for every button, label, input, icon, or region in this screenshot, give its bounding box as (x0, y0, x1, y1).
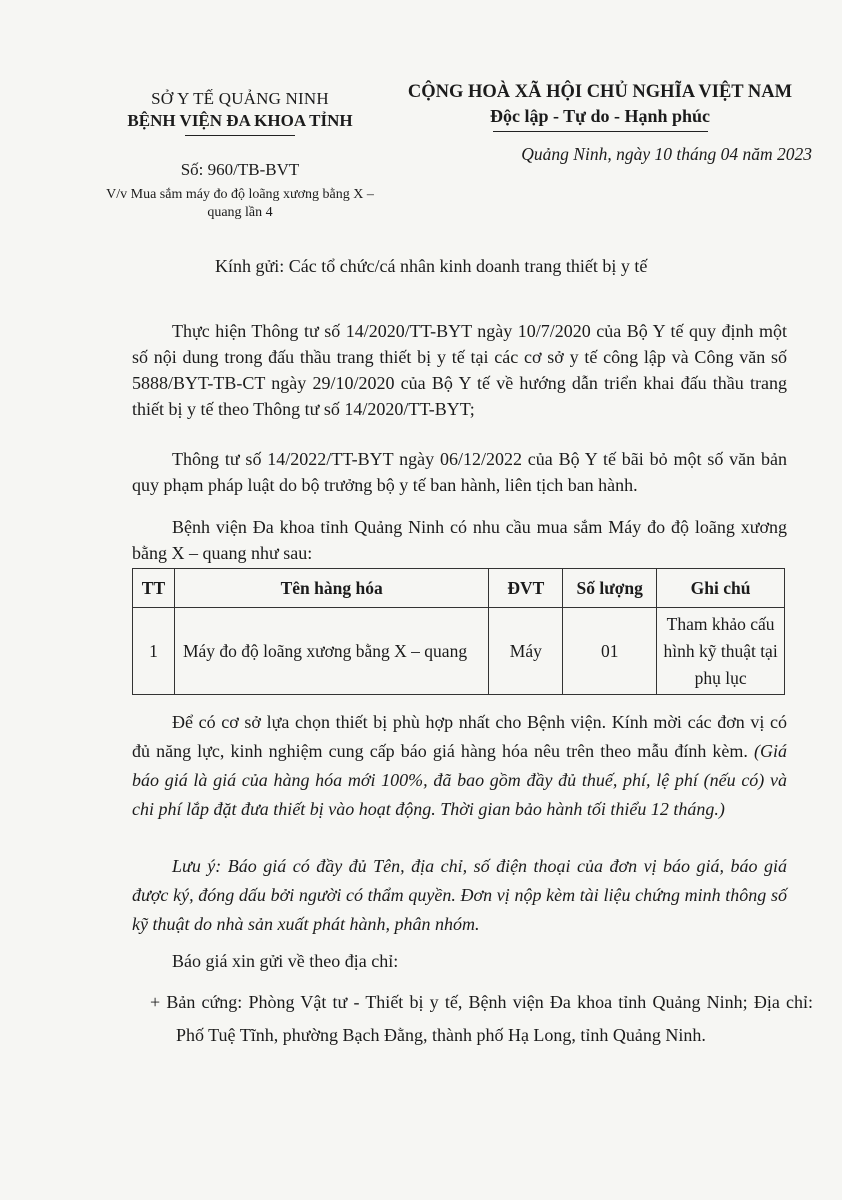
paragraph-note: Lưu ý: Báo giá có đầy đủ Tên, địa chỉ, số điện thoại của đơn vị báo giá, báo giá được ký, đóng dấu bởi người có thẩm quyền. Đơn vị nộp kèm tài liệu chứng minh thông số kỹ thuật do nhà sản xuất phát hành, phân nhóm. (132, 856, 787, 934)
paragraph-legal-basis-1: Thực hiện Thông tư số 14/2020/TT-BYT ngày 10/7/2020 của Bộ Y tế quy định một số nội dung trong đấu thầu trang thiết bị y tế tại các cơ sở y tế công lập và Công văn số 5888/BYT-TB-CT ngày 29/10/2020 của Bộ Y tế về hướng dẫn triển khai đấu thầu trang thiết bị y tế theo Thông tư số 14/2020/TT-BYT; (132, 321, 787, 419)
cell-name: Máy đo độ loãng xương bằng X – quang (174, 608, 488, 695)
table-row (133, 608, 785, 695)
country-name: CỘNG HOÀ XÃ HỘI CHỦ NGHĨA VIỆT NAM (407, 82, 793, 102)
national-header (388, 80, 812, 132)
goods-table (132, 568, 785, 695)
issuing-organization (80, 88, 400, 136)
col-header-unit: ĐVT (489, 569, 563, 608)
invitation-text: Để có cơ sở lựa chọn thiết bị phù hợp nhất cho Bệnh viện. Kính mời các đơn vị có đủ năng lực, kinh nghiệm cung cấp báo giá hàng hóa nêu trên theo mẫu đính kèm. (132, 712, 787, 761)
cell-qty: 01 (563, 608, 657, 695)
paragraph-legal-basis-2: Thông tư số 14/2022/TT-BYT ngày 06/12/2022 của Bộ Y tế bãi bỏ một số văn bản quy phạm pháp luật do bộ trưởng bộ y tế ban hành, liên tịch ban hành. (132, 449, 787, 495)
table-header-row (133, 569, 785, 608)
cell-note-line-1: Tham khảo cấu (666, 613, 775, 634)
org-name: BỆNH VIỆN ĐA KHOA TỈNH (127, 111, 353, 130)
hard-copy-address: + Bản cứng: Phòng Vật tư - Thiết bị y tế, Bệnh viện Đa khoa tỉnh Quảng Ninh; Địa chỉ: Phố Tuệ Tĩnh, phường Bạch Đằng, thành phố Hạ Long, tỉnh Quảng Ninh. (150, 992, 813, 1045)
col-header-qty: Số lượng (563, 569, 657, 608)
col-header-tt: TT (133, 569, 175, 608)
org-parent: SỞ Y TẾ QUẢNG NINH (151, 89, 329, 108)
invitation-price-note: (Giá báo giá là giá của hàng hóa mới 100%, đã bao gồm đầy đủ thuế, phí, lệ phí (nếu có) và chi phí lắp đặt đưa thiết bị vào hoạt động. Thời gian bảo hành tối thiểu 12 tháng.) (132, 741, 787, 819)
paragraph-invitation (132, 708, 787, 824)
cell-unit: Máy (489, 608, 563, 695)
national-motto: Độc lập - Tự do - Hạnh phúc (489, 106, 711, 126)
motto-underline (493, 131, 708, 132)
paragraph-need: Bệnh viện Đa khoa tỉnh Quảng Ninh có nhu cầu mua sắm Máy đo độ loãng xương bằng X – quang như sau: (132, 517, 787, 563)
subject-line (80, 186, 400, 222)
cell-note-line-3: phụ lục (694, 667, 747, 688)
document-number: Số: 960/TB-BVT (180, 160, 300, 179)
org-underline (185, 135, 295, 136)
recipient-line: Kính gửi: Các tổ chức/cá nhân kinh doanh trang thiết bị y tế (215, 256, 648, 276)
cell-note (657, 608, 785, 695)
col-header-note: Ghi chú (657, 569, 785, 608)
paragraph-address-intro: Báo giá xin gửi về theo địa chỉ: (172, 951, 399, 971)
subject-line-1: V/v Mua sắm máy đo độ loãng xương bằng X – (106, 187, 374, 202)
subject-line-2: quang lần 4 (207, 205, 273, 220)
issue-date: Quảng Ninh, ngày 10 tháng 04 năm 2023 (521, 144, 812, 164)
cell-tt: 1 (133, 608, 175, 695)
cell-note-line-2: hình kỹ thuật tại (663, 640, 778, 661)
col-header-name: Tên hàng hóa (174, 569, 488, 608)
